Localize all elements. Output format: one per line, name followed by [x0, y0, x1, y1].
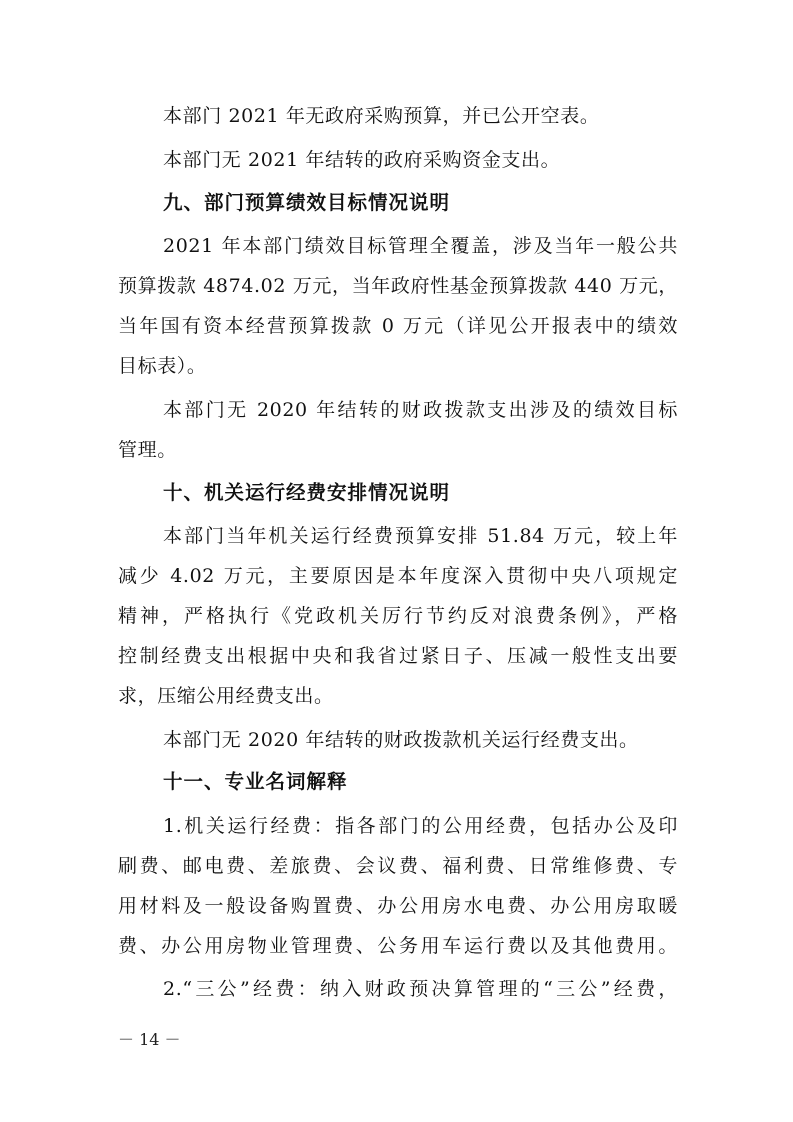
paragraph-line: 本部门无 2020 年结转的财政拨款支出涉及的绩效目标	[163, 399, 678, 421]
section-heading-9: 九、部门预算绩效目标情况说明	[163, 191, 451, 214]
paragraph-line: 1.机关运行经费：指各部门的公用经费，包括办公及印	[163, 815, 678, 837]
paragraph-line: 本部门当年机关运行经费预算安排 51.84 万元，较上年	[163, 525, 678, 547]
paragraph-line: 求，压缩公用经费支出。	[118, 685, 334, 707]
paragraph-line: 本部门无 2021 年结转的政府采购资金支出。	[163, 149, 561, 171]
paragraph-line: 2021 年本部门绩效目标管理全覆盖，涉及当年一般公共	[163, 235, 678, 257]
paragraph-line: 减少 4.02 万元，主要原因是本年度深入贯彻中央八项规定	[118, 565, 678, 587]
section-heading-10: 十、机关运行经费安排情况说明	[163, 481, 451, 504]
paragraph-line: 费、办公用房物业管理费、公务用车运行费以及其他费用。	[118, 935, 678, 957]
page-number: － 14 －	[118, 1030, 181, 1049]
paragraph-line: 管理。	[118, 439, 177, 461]
paragraph-line: 本部门无 2020 年结转的财政拨款机关运行经费支出。	[163, 729, 639, 751]
paragraph-line: 刷费、邮电费、差旅费、会议费、福利费、日常维修费、专	[118, 855, 678, 877]
paragraph-line: 用材料及一般设备购置费、办公用房水电费、办公用房取暖	[118, 895, 678, 917]
paragraph-line: 精神，严格执行《党政机关厉行节约反对浪费条例》，严格	[118, 605, 678, 627]
section-heading-11: 十一、专业名词解释	[163, 770, 348, 793]
paragraph-line: 控制经费支出根据中央和我省过紧日子、压减一般性支出要	[118, 645, 678, 667]
paragraph-line: 2.“三公”经费：纳入财政预决算管理的“三公”经费，	[163, 978, 678, 1000]
paragraph-line: 目标表）。	[118, 355, 207, 377]
paragraph-line: 本部门 2021 年无政府采购预算，并已公开空表。	[163, 105, 600, 127]
paragraph-line: 当年国有资本经营预算拨款 0 万元（详见公开报表中的绩效	[118, 315, 678, 337]
paragraph-line: 预算拨款 4874.02 万元，当年政府性基金预算拨款 440 万元，	[118, 275, 678, 297]
